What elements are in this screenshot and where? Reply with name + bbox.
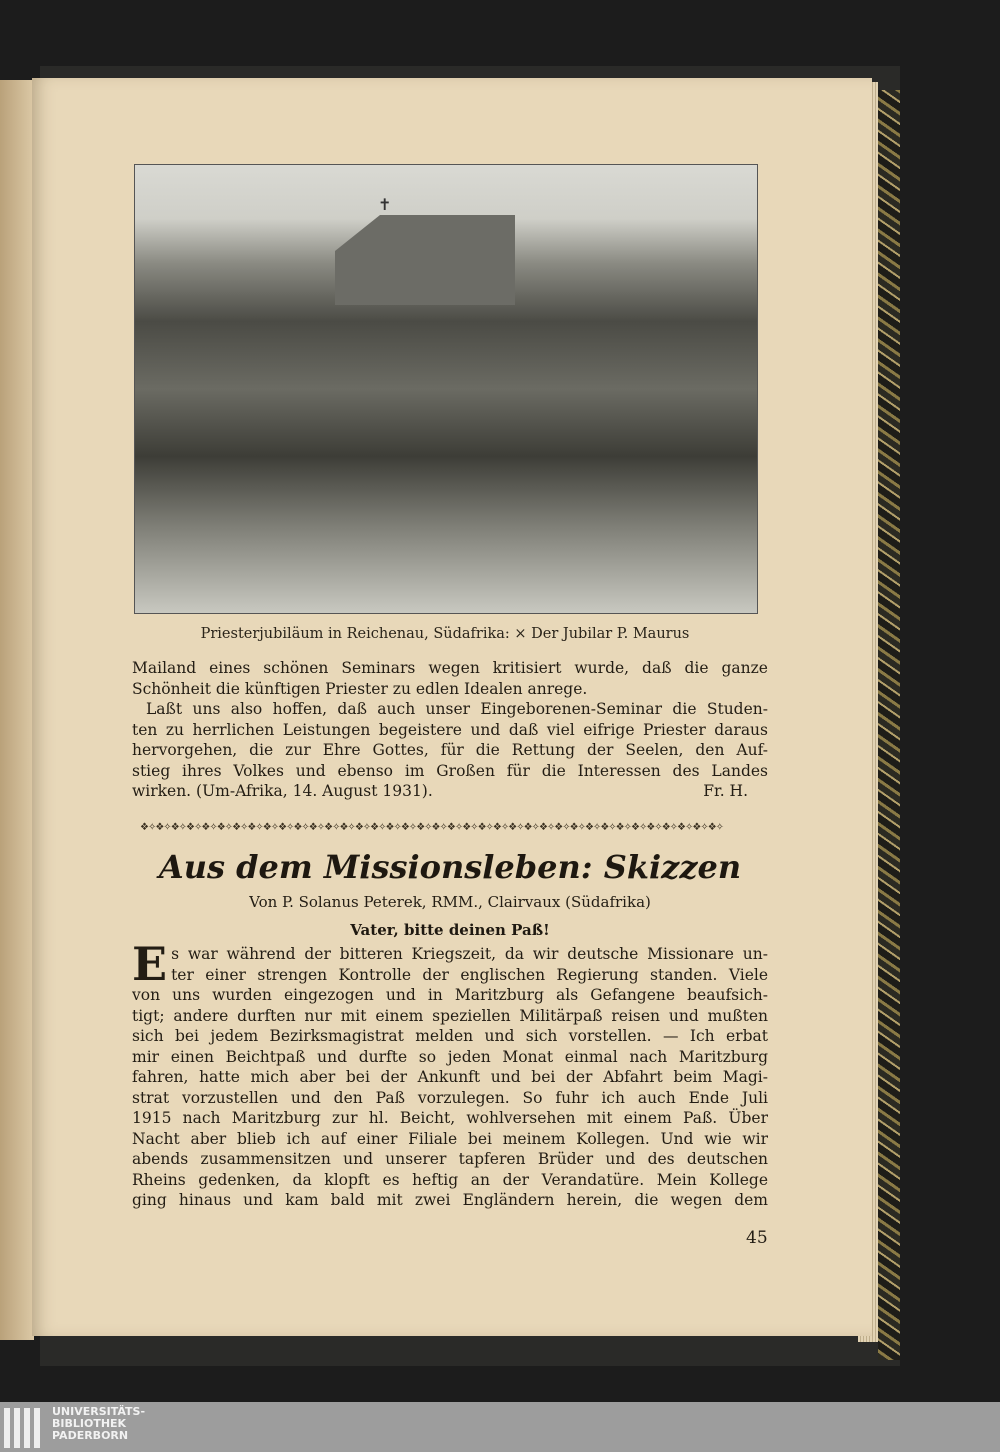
text-line: sich bei jedem Bezirksmagistrat melden und sich vorstellen. — Ich erbat — [132, 1027, 768, 1045]
book-page — [32, 78, 872, 1336]
article-subtitle: Vater, bitte deinen Paß! — [350, 921, 550, 939]
text-line: s war während der bitteren Kriegszeit, da wir deutsche Missionare un- — [171, 945, 768, 963]
text-line: abends zusammensitzen und unserer tapferen Brüder und des deutschen — [132, 1150, 768, 1168]
page-number: 45 — [746, 1228, 768, 1248]
text-line-last — [132, 781, 768, 802]
text-line: Rheins gedenken, da klopft es heftig an der Verandatüre. Mein Kollege — [132, 1170, 768, 1189]
article-byline: Von P. Solanus Peterek, RMM., Clairvaux (Südafrika) — [249, 893, 651, 911]
text-line: stieg ihres Volkes und ebenso im Großen für die Interessen des Landes — [132, 761, 768, 780]
text-line: 1915 nach Maritzburg zur hl. Beicht, wohlversehen mit einem Paß. Über — [132, 1109, 768, 1127]
cross-icon: ✝ — [378, 195, 392, 214]
text-line: strat vorzustellen und den Paß vorzulegen. So fuhr ich auch Ende Juli — [132, 1088, 768, 1107]
text-line: Nacht aber blieb ich auf einer Filiale bei meinem Kollegen. Und wie wir — [132, 1129, 768, 1148]
text-line: ten zu herrlichen Leistungen begeistere und daß viel eifrige Priester daraus — [132, 720, 768, 739]
procession-photo — [134, 164, 758, 614]
text-line: von uns wurden eingezogen und in Maritzburg als Gefangene beaufsich- — [132, 986, 768, 1004]
photo-caption: Priesterjubiläum in Reichenau, Südafrika: × Der Jubilar P. Maurus — [200, 626, 690, 642]
text-line: wirken. (Um-Afrika, 14. August 1931). — [132, 782, 433, 800]
text-line: Schönheit die künftigen Priester zu edlen Idealen anrege. — [132, 679, 588, 698]
text-line: mir einen Beichtpaß und durfte so jeden Monat einmal nach Maritzburg — [132, 1047, 768, 1066]
left-page-edge — [0, 80, 34, 1340]
intro-paragraph — [132, 658, 768, 802]
logo-line: UNIVERSITÄTS- — [52, 1405, 146, 1418]
signature: Fr. H. — [703, 782, 748, 800]
logo-line: PADERBORN — [52, 1429, 129, 1442]
text-line: Mailand eines schönen Seminars wegen kritisiert wurde, daß die ganze — [132, 659, 768, 677]
text-line: fahren, hatte mich aber bei der Ankunft und bei der Abfahrt beim Magi- — [132, 1068, 768, 1086]
library-logo-text — [52, 1406, 145, 1442]
library-footer — [0, 1402, 1000, 1452]
church-building — [335, 215, 515, 305]
text-line: Laßt uns also hoffen, daß auch unser Eingeborenen-Seminar die Studen- — [146, 700, 768, 718]
article-title: Aus dem Missionsleben: Skizzen — [158, 848, 742, 886]
text-line: hervorgehen, die zur Ehre Gottes, für die Rettung der Seelen, den Auf- — [132, 741, 768, 759]
text-line: ging hinaus und kam bald mit zwei Engländern herein, die wegen dem — [132, 1191, 768, 1209]
logo-line: BIBLIOTHEK — [52, 1417, 127, 1430]
text-line: tigt; andere durften nur mit einem speziellen Militärpaß reisen und mußten — [132, 1006, 768, 1025]
ornament-divider: ❖✧❖✧❖✧❖✧❖✧❖✧❖✧❖✧❖✧❖✧❖✧❖✧❖✧❖✧❖✧❖✧❖✧❖✧❖✧❖✧❖✧❖✧❖✧❖✧❖✧❖✧❖✧❖✧❖✧❖✧❖✧❖✧❖✧❖✧❖✧❖✧❖✧❖✧ — [140, 822, 724, 833]
text-line: ter einer strengen Kontrolle der englischen Regierung standen. Viele — [171, 965, 768, 984]
library-logo-icon — [4, 1408, 44, 1452]
drop-cap: E — [132, 937, 168, 991]
article-body — [132, 937, 768, 1211]
marbled-edge — [878, 90, 900, 1360]
